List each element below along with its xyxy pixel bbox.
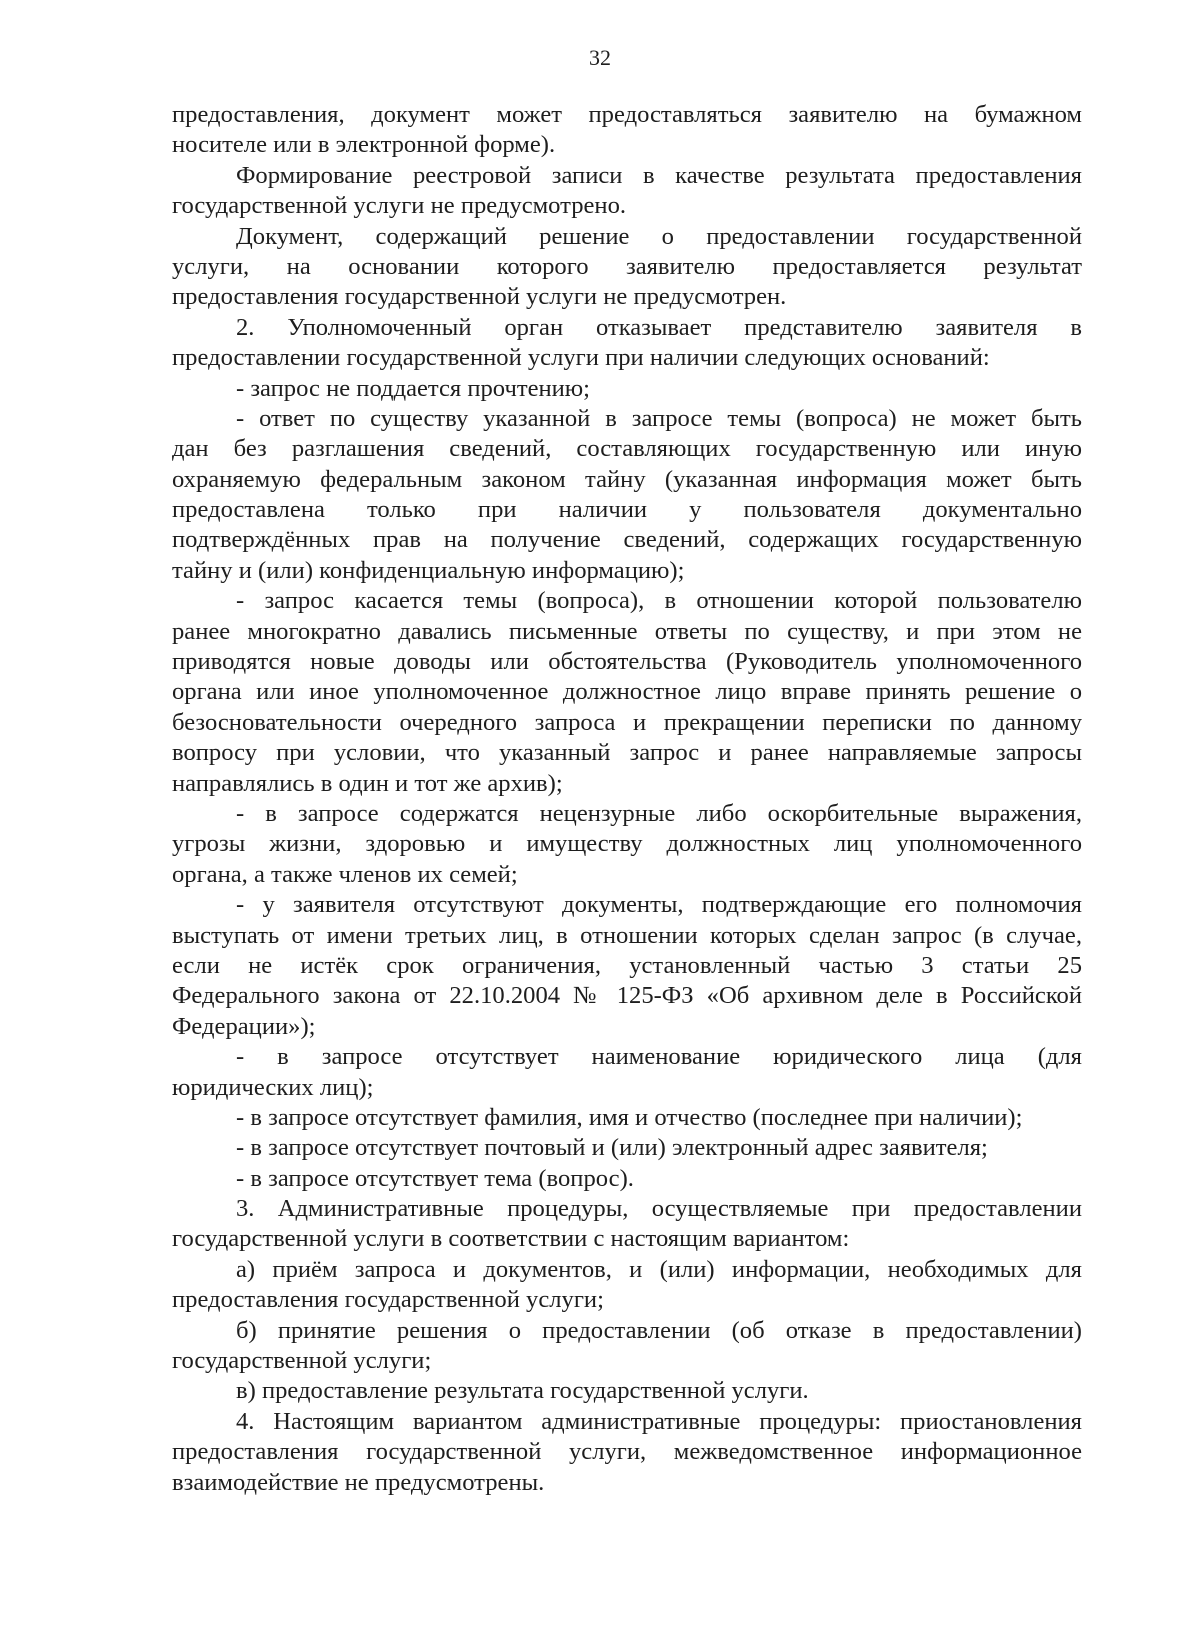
text-line: ранее многократно давались письменные ответы по существу, и при этом не (172, 617, 1082, 645)
text-line: предоставлена только при наличии у пользователя документально (172, 496, 1082, 524)
page-number: 32 (589, 45, 611, 70)
paragraph (172, 404, 1082, 586)
text-line: органа, а также членов их семей; (172, 860, 518, 888)
text-line: 3. Административные процедуры, осуществляемые при предоставлении (236, 1195, 1082, 1223)
text-line: предоставления, документ может предоставляться заявителю на бумажном (172, 101, 1082, 128)
paragraph (172, 1255, 1082, 1316)
text-line: - ответ по существу указанной в запросе темы (вопроса) не может быть (236, 404, 1082, 432)
paragraph (172, 1164, 1082, 1194)
text-line: угрозы жизни, здоровью и имуществу должностных лиц уполномоченного (172, 830, 1082, 858)
text-line: Документ, содержащий решение о предоставлении государственной (236, 222, 1082, 250)
text-line: государственной услуги в соответствии с настоящим вариантом: (172, 1225, 850, 1253)
paragraph (172, 161, 1082, 222)
text-line: а) приём запроса и документов, и (или) информации, необходимых для (236, 1255, 1082, 1283)
paragraph (172, 799, 1082, 890)
text-line: 2. Уполномоченный орган отказывает представителю заявителя в (236, 313, 1082, 341)
text-line: - в запросе отсутствует почтовый и (или) электронный адрес заявителя; (236, 1134, 988, 1162)
text-line: 4. Настоящим вариантом административные процедуры: приостановления (236, 1407, 1082, 1435)
text-line: предоставлении государственной услуги при наличии следующих оснований: (172, 344, 990, 372)
paragraph (172, 1042, 1082, 1103)
text-line: - в запросе содержатся нецензурные либо оскорбительные выражения, (236, 799, 1082, 827)
paragraph (172, 222, 1082, 313)
text-line: услуги, на основании которого заявителю предоставляется результат (172, 252, 1082, 280)
text-line: предоставления государственной услуги; (172, 1286, 604, 1314)
text-line: безосновательности очередного запроса и прекращении переписки по данному (172, 708, 1082, 736)
paragraph (172, 1407, 1082, 1498)
text-line: выступать от имени третьих лиц, в отношении которых сделан запрос (в случае, (172, 921, 1082, 949)
text-line: предоставления государственной услуги, межведомственное информационное (172, 1438, 1082, 1466)
text-line: в) предоставление результата государственной услуги. (236, 1377, 809, 1405)
text-line: Федерации»); (172, 1012, 316, 1040)
paragraph (172, 586, 1082, 799)
paragraph (172, 374, 1082, 404)
text-line: направлялись в один и тот же архив); (172, 769, 563, 797)
text-line: Федерального закона от 22.10.2004 № 125-ФЗ «Об архивном деле в Российской (172, 982, 1082, 1010)
text-line: Формирование реестровой записи в качестве результата предоставления (236, 161, 1082, 189)
text-line: дан без разглашения сведений, составляющих государственную или иную (172, 435, 1082, 463)
text-line: охраняемую федеральным законом тайну (указанная информация может быть (172, 465, 1082, 493)
text-line: вопросу при условии, что указанный запрос и ранее направляемые запросы (172, 739, 1082, 767)
paragraph (172, 313, 1082, 374)
paragraph (172, 1133, 1082, 1163)
text-line: - в запросе отсутствует тема (вопрос). (236, 1164, 634, 1192)
text-line: приводятся новые доводы или обстоятельства (Руководитель уполномоченного (172, 648, 1082, 676)
text-line: носителе или в электронной форме). (172, 131, 556, 159)
paragraph (172, 1316, 1082, 1377)
paragraph (172, 1103, 1082, 1133)
text-line: юридических лиц); (172, 1073, 374, 1101)
text-line: б) принятие решения о предоставлении (об отказе в предоставлении) (236, 1316, 1082, 1344)
text-line: государственной услуги; (172, 1347, 432, 1375)
document-body (172, 100, 1082, 1498)
text-line: тайну и (или) конфиденциальную информацию); (172, 556, 685, 584)
text-line: предоставления государственной услуги не предусмотрен. (172, 283, 787, 311)
paragraph (172, 890, 1082, 1042)
text-line: взаимодействие не предусмотрены. (172, 1468, 545, 1496)
text-line: государственной услуги не предусмотрено. (172, 192, 627, 220)
paragraph (172, 1194, 1082, 1255)
text-line: подтверждённых прав на получение сведений, содержащих государственную (172, 526, 1082, 554)
text-line: - запрос не поддается прочтению; (236, 374, 591, 402)
paragraph (172, 100, 1082, 161)
text-line: - запрос касается темы (вопроса), в отношении которой пользователю (236, 587, 1082, 615)
paragraph (172, 1376, 1082, 1406)
text-line: - в запросе отсутствует фамилия, имя и отчество (последнее при наличии); (236, 1103, 1023, 1131)
text-line: если не истёк срок ограничения, установленный частью 3 статьи 25 (172, 951, 1082, 979)
text-line: - в запросе отсутствует наименование юридического лица (для (236, 1043, 1082, 1071)
text-line: - у заявителя отсутствуют документы, подтверждающие его полномочия (236, 891, 1082, 919)
text-line: органа или иное уполномоченное должностное лицо вправе принять решение о (172, 678, 1082, 706)
